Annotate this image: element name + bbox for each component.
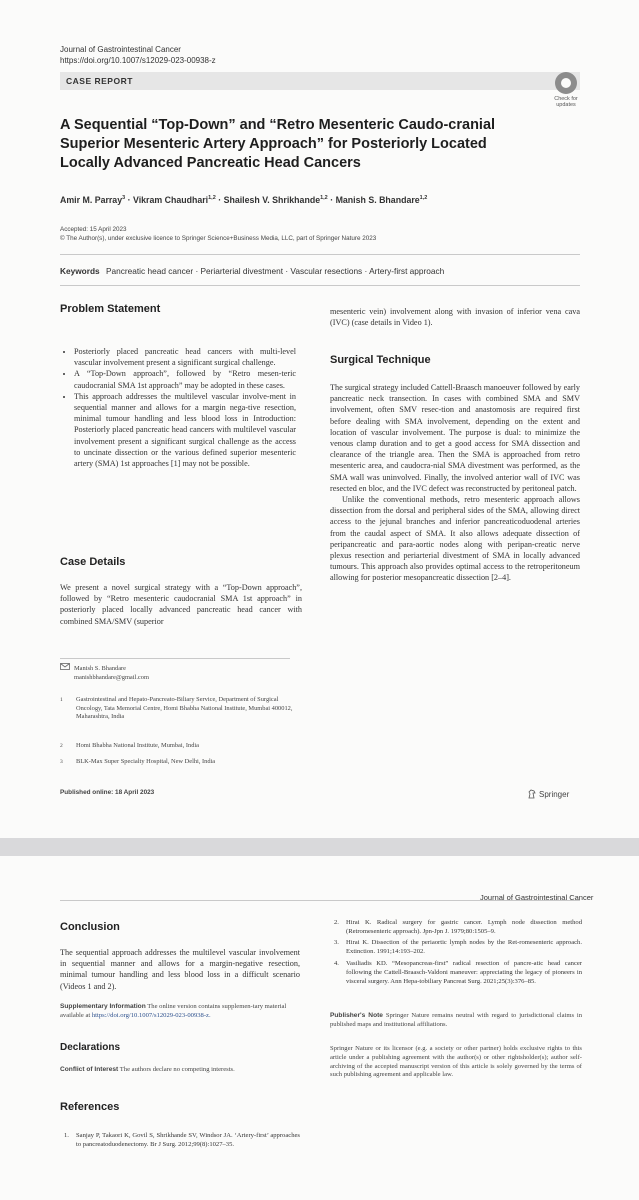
affiliation-text: Homi Bhabha National Institute, Mumbai, India: [76, 742, 199, 749]
paragraph: Unlike the conventional methods, retro mesenteric approach allows dissection from the dorsal and peripheral sides of the SMA, allowing direct access to the jejunal branches and inferior pancreaticoduodenal arteries from the caudal aspect of SMA. It also allows adequate dissection of peripancreatic and para-aortic nodes along with peripan-creatic nerve plexus resection and periarterial divestment of SMA in locally advanced tumours. This approach also provides optimal access to the retroperitoneum allowing for posterior mesopancreatic dissection [2–4].: [330, 495, 580, 583]
accepted-date: Accepted: 15 April 2023: [60, 226, 127, 233]
publisher-note-label: Publisher's Note: [330, 1012, 383, 1019]
author-name[interactable]: Manish S. Bhandare: [335, 195, 420, 205]
case-details-text: We present a novel surgical strategy with a “Top-Down approach”, followed by “Retro mesenteric caudocranial SMA 1st approach” in posteriorly placed locally advanced pancreatic head cancer with combined SMA/SMV (superior: [60, 583, 302, 626]
conflict-of-interest: [60, 1066, 300, 1075]
footnote-divider: [60, 658, 290, 659]
reference-number: 2.: [334, 919, 339, 926]
article-page-2: [0, 856, 639, 1200]
keywords-text: Pancreatic head cancer · Periarterial divestment · Vascular resections · Artery-first approach: [105, 266, 445, 276]
author-affiliation-marker: 1,2: [419, 195, 428, 202]
journal-name: Journal of Gastrointestinal Cancer: [60, 45, 181, 54]
surgical-technique-text: [330, 382, 580, 584]
surgical-technique-heading: Surgical Technique: [330, 354, 431, 366]
affiliation-text: Gastrointestinal and Hepato-Pancreato-Biliary Service, Department of Surgical Oncology, Tata Memorial Centre, Homi Bhabha National Institute, Mumbai 400012, Maharashtra, India: [76, 696, 293, 721]
running-header: Journal of Gastrointestinal Cancer: [480, 893, 594, 902]
affiliation-item: [60, 696, 293, 736]
article-type-bar: [60, 72, 580, 90]
list-item: • Posteriorly placed pancreatic head cancers with multi-level vascular involvement present a significant surgical challenge.: [74, 346, 296, 368]
affiliation-number: 3: [60, 759, 63, 765]
reference-item: [334, 939, 582, 959]
copyright-line: © The Author(s), under exclusive licence to Springer Science+Business Media, LLC, part of Springer Nature 2023: [60, 235, 377, 242]
author-affiliation-marker: 1,2: [208, 195, 216, 202]
crossmark-label: Check for updates: [554, 96, 578, 108]
author-list: [60, 195, 560, 205]
publisher-name: Springer: [539, 790, 570, 799]
reference-text: Hirai K. Radical surgery for gastric cancer. Lymph node dissection method (Retromesenteric approach). Jpn-Jpn J. 1979;80:1505–9.: [346, 919, 582, 935]
crossmark-icon: [555, 72, 577, 94]
keywords-line: [60, 266, 444, 276]
author-affiliation-marker: 1,2: [320, 195, 328, 202]
rights-statement: Springer Nature or its licensor (e.g. a society or other partner) holds exclusive rights to this article under a publishing agreement with the author(s) or other rightsholder(s); author self-archiving of the accepted manuscript version of this article is solely governed by the terms of such publishing agreement and applicable law.: [330, 1045, 582, 1079]
author-separator: ·: [127, 195, 133, 205]
corresponding-name: Manish S. Bhandare: [74, 665, 127, 672]
conclusion-heading: Conclusion: [60, 921, 120, 933]
conclusion-text: The sequential approach addresses the multilevel vascular involvement in sequential manner and allows for a margin-negative resection, minimal tumour handling and less blood loss in a difficult scenario (Videos 1 and 2).: [60, 948, 300, 991]
published-online: Published online: 18 April 2023: [60, 789, 155, 796]
affiliation-number: 1: [60, 697, 63, 703]
envelope-icon: [60, 663, 74, 674]
reference-item: [334, 960, 582, 1000]
journal-header: [60, 44, 216, 66]
affiliation-number: 2: [60, 743, 63, 749]
author-name[interactable]: Vikram Chaudhari: [132, 195, 209, 205]
reference-number: 4.: [334, 960, 339, 967]
article-title: A Sequential “Top-Down” and “Retro Mesenteric Caudo-cranial Superior Mesenteric Artery Approach” for Posteriorly Located Locally Advanced Pancreatic Head Cancers: [60, 117, 496, 171]
supplementary-information: [60, 1003, 300, 1020]
affiliation-item: [60, 758, 290, 768]
list-item: • A “Top-Down approach”, followed by “Retro mesen-teric caudocranial SMA 1st approach” may be adopted in these cases.: [74, 368, 296, 390]
publisher-note-text: Springer Nature remains neutral with regard to jurisdictional claims in published maps and institutional affiliations.: [330, 1012, 583, 1028]
divider: [60, 254, 580, 255]
supplementary-label: Supplementary Information: [60, 1003, 146, 1010]
publisher-note: [330, 1012, 582, 1030]
affiliation-item: [60, 742, 290, 752]
case-details-continued: mesenteric vein) involvement along with invasion of inferior vena cava (IVC) (case details in Video 1).: [330, 307, 580, 328]
reference-text: Sanjay P, Takaori K, Govil S, Shrikhande SV, Windsor JA. ‘Artery-first’ approaches to pancreatoduodenectomy. Br J Surg. 2012;99(8):1027–35.: [76, 1132, 300, 1148]
author-separator: ·: [218, 195, 224, 205]
springer-horse-icon: [527, 789, 537, 799]
crossmark-badge[interactable]: [546, 72, 586, 112]
reference-text: Hirai K. Dissection of the periaortic lymph nodes by the Ret-romesenteric approach. Extinction. 1991;14:193–202.: [346, 939, 582, 955]
paragraph: The surgical strategy included Cattell-Braasch manoeuver followed by early pancreatic neck transection. In cases with combined SMA and SMV involvement, often SMV resec-tion and anastomosis are required first before dealing with SMA involvement, depending on the extent and location of vascular involvement. The purpose is dual: to minimize the venous clamp duration and to get a good access for SMA dissection and clearance of the triangle area. Then the SMA is approached from retro mesenteric area, and caudocra-nial SMA divestment was performed, as the SMA wall was uninvolved. Finally, the involved anterior wall of IVC was resected en bloc, and the IVC defect was reconstructed by peritoneal patch.: [330, 383, 580, 493]
publisher-logo: [527, 789, 569, 799]
reference-item: [64, 1132, 300, 1168]
author-name[interactable]: Shailesh V. Shrikhande: [223, 195, 321, 205]
reference-number: 1.: [64, 1132, 69, 1139]
problem-statement-list: [60, 346, 296, 469]
supplementary-text: The online version contains supplemen-tary material available at: [60, 1003, 287, 1019]
case-details-heading: Case Details: [60, 556, 126, 568]
reference-item: [334, 919, 582, 939]
article-type: CASE REPORT: [66, 76, 133, 86]
declarations-heading: Declarations: [60, 1042, 121, 1053]
affiliation-text: BLK-Max Super Specialty Hospital, New Delhi, India: [76, 758, 216, 765]
conflict-text: The authors declare no competing interests.: [119, 1066, 235, 1073]
author-separator: ·: [330, 195, 336, 205]
publication-dates: [60, 225, 580, 243]
corresponding-author: [60, 663, 290, 682]
reference-number: 3.: [334, 939, 339, 946]
reference-text: Vasiliadis KD. “Mesopancreas-first” radical resection of pancre-atic head cancer following the Cattell-Braasch-Valdoni maneuver: appreciating the legacy of pioneers in visceral surgery. Ann Hepa-tobiliary Pancreat Surg. 2021;25(3):376–85.: [346, 960, 582, 985]
corresponding-email[interactable]: manishbhandare@gmail.com: [74, 673, 149, 681]
references-heading: References: [60, 1101, 120, 1113]
keywords-label: Keywords: [60, 266, 100, 276]
conflict-label: Conflict of Interest: [60, 1066, 119, 1073]
problem-statement-heading: Problem Statement: [60, 303, 161, 315]
supplementary-link[interactable]: https://doi.org/10.1007/s12029-023-00938-z.: [91, 1011, 211, 1019]
author-affiliation-marker: 3: [122, 195, 126, 202]
doi-link[interactable]: https://doi.org/10.1007/s12029-023-00938-z: [60, 56, 216, 65]
author-name[interactable]: Amir M. Parray: [60, 195, 123, 205]
list-item: • This approach addresses the multilevel vascular involve-ment in sequential manner and allows for a margin nega-tive resection, minimal tumour handling and less blood loss in Introduction: Posteriorly placed pancreatic head cancers with multilevel vascular involvement present a significant surgical challenge as the access to uncinate dissection or the various defined superior mesenteric artery (SMA) 1st approaches [1] may not be possible.: [74, 391, 296, 469]
divider: [60, 285, 580, 286]
